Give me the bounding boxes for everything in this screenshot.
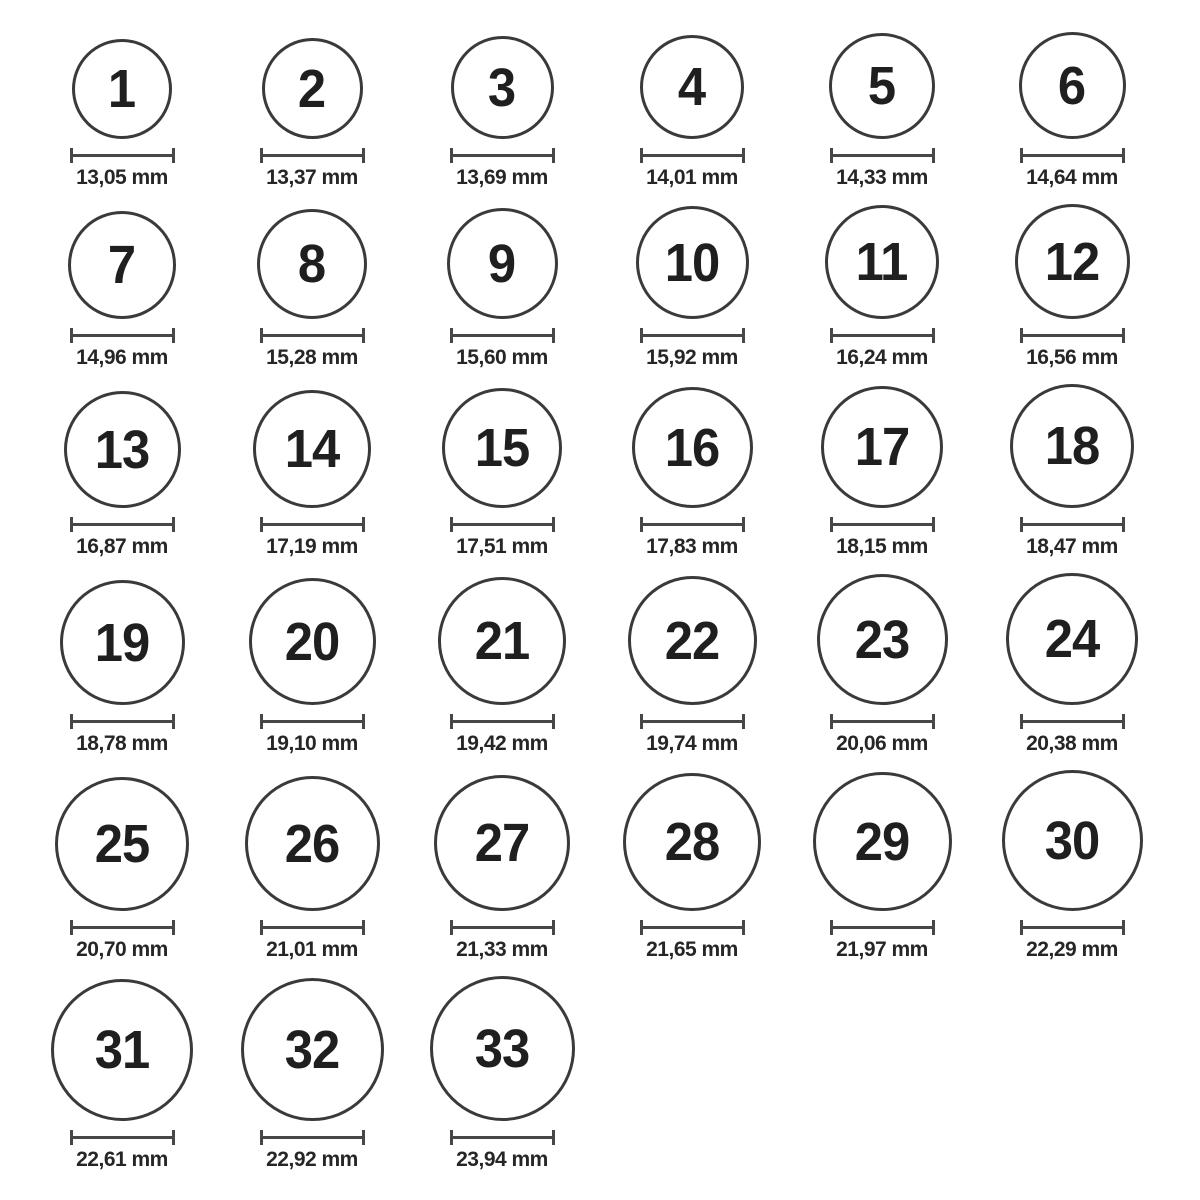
diameter-label: 18,47 mm	[1026, 535, 1118, 558]
measure-bar	[833, 926, 932, 929]
diameter-label: 19,10 mm	[266, 732, 358, 755]
measure-right-tick	[1122, 714, 1125, 729]
diameter-measure-line	[260, 517, 365, 532]
ring-circle	[60, 580, 185, 705]
ring-size-number: 6	[1058, 55, 1086, 116]
measure-right-tick	[1122, 148, 1125, 163]
diameter-measure-line	[830, 714, 935, 729]
measure-right-tick	[932, 148, 935, 163]
measure-right-tick	[552, 517, 555, 532]
measure-right-tick	[362, 714, 365, 729]
diameter-measure-line	[70, 517, 175, 532]
measure-right-tick	[552, 920, 555, 935]
measure-right-tick	[742, 328, 745, 343]
ring-circle	[829, 33, 935, 139]
ring-size-number: 17	[854, 417, 910, 477]
measure-bar	[1023, 523, 1122, 526]
ring-circle	[72, 39, 172, 139]
chart-row	[27, 384, 1176, 559]
ring-circle	[257, 209, 367, 319]
diameter-measure-line	[260, 920, 365, 935]
ring-size-item	[407, 976, 597, 1172]
ring-size-item	[217, 976, 407, 1172]
diameter-measure-line	[260, 328, 365, 343]
diameter-measure-line	[260, 148, 365, 163]
measure-bar	[263, 1136, 362, 1139]
measure-bar	[453, 334, 552, 337]
measure-bar	[833, 154, 932, 157]
ring-size-item	[27, 770, 217, 962]
measure-right-tick	[172, 328, 175, 343]
ring-circle	[1010, 384, 1134, 508]
measure-right-tick	[172, 517, 175, 532]
chart-row	[27, 32, 1176, 190]
measure-bar	[263, 720, 362, 723]
ring-circle	[628, 576, 757, 705]
diameter-measure-line	[260, 714, 365, 729]
ring-size-item	[407, 32, 597, 190]
measure-right-tick	[362, 517, 365, 532]
ring-circle	[262, 38, 363, 139]
measure-right-tick	[932, 714, 935, 729]
ring-circle	[245, 776, 380, 911]
ring-size-item	[787, 204, 977, 370]
ring-size-item	[27, 32, 217, 190]
measure-bar	[833, 720, 932, 723]
ring-size-item	[217, 204, 407, 370]
diameter-label: 15,60 mm	[456, 346, 548, 369]
diameter-label: 16,56 mm	[1026, 346, 1118, 369]
ring-size-item	[27, 976, 217, 1172]
ring-circle	[249, 578, 376, 705]
measure-right-tick	[932, 328, 935, 343]
diameter-measure-line	[70, 1130, 175, 1145]
measure-bar	[643, 926, 742, 929]
diameter-label: 22,61 mm	[76, 1148, 168, 1171]
measure-right-tick	[742, 920, 745, 935]
ring-circle	[636, 206, 749, 319]
measure-right-tick	[742, 517, 745, 532]
ring-size-item	[27, 204, 217, 370]
ring-circle	[447, 208, 558, 319]
measure-bar	[833, 334, 932, 337]
ring-size-item	[217, 384, 407, 559]
ring-size-number: 9	[488, 233, 516, 294]
diameter-label: 21,33 mm	[456, 938, 548, 961]
ring-circle	[813, 772, 952, 911]
diameter-label: 22,29 mm	[1026, 938, 1118, 961]
ring-circle	[623, 773, 761, 911]
measure-right-tick	[552, 714, 555, 729]
ring-size-item	[597, 204, 787, 370]
ring-size-number: 5	[868, 56, 896, 116]
measure-bar	[1023, 334, 1122, 337]
ring-size-number: 4	[678, 57, 706, 117]
diameter-label: 17,83 mm	[646, 535, 738, 558]
ring-size-number: 31	[94, 1020, 150, 1080]
diameter-label: 20,06 mm	[836, 732, 928, 755]
diameter-label: 14,01 mm	[646, 166, 738, 189]
measure-right-tick	[1122, 517, 1125, 532]
diameter-measure-line	[450, 714, 555, 729]
measure-bar	[263, 154, 362, 157]
diameter-label: 21,01 mm	[266, 938, 358, 961]
diameter-measure-line	[1020, 328, 1125, 343]
ring-size-item	[977, 384, 1167, 559]
measure-bar	[73, 154, 172, 157]
diameter-measure-line	[1020, 714, 1125, 729]
ring-size-number: 14	[284, 419, 340, 479]
ring-circle	[55, 777, 189, 911]
diameter-label: 23,94 mm	[456, 1148, 548, 1171]
measure-right-tick	[362, 148, 365, 163]
diameter-measure-line	[70, 328, 175, 343]
ring-circle	[451, 36, 554, 139]
diameter-measure-line	[1020, 920, 1125, 935]
measure-right-tick	[362, 328, 365, 343]
ring-circle	[632, 387, 753, 508]
diameter-label: 15,28 mm	[266, 346, 358, 369]
measure-bar	[73, 926, 172, 929]
ring-circle	[1015, 204, 1130, 319]
measure-bar	[643, 720, 742, 723]
ring-size-number: 20	[284, 611, 340, 672]
measure-bar	[73, 523, 172, 526]
ring-size-number: 30	[1044, 810, 1100, 871]
measure-right-tick	[552, 1130, 555, 1145]
ring-circle	[1019, 32, 1126, 139]
diameter-measure-line	[640, 920, 745, 935]
ring-size-item	[787, 384, 977, 559]
ring-size-item	[407, 204, 597, 370]
diameter-measure-line	[640, 517, 745, 532]
measure-right-tick	[932, 920, 935, 935]
diameter-measure-line	[1020, 517, 1125, 532]
ring-size-item	[27, 384, 217, 559]
chart-row	[27, 573, 1176, 756]
measure-bar	[453, 523, 552, 526]
ring-size-number: 32	[284, 1019, 340, 1080]
measure-right-tick	[932, 517, 935, 532]
diameter-measure-line	[450, 920, 555, 935]
ring-size-item	[787, 770, 977, 962]
diameter-measure-line	[450, 328, 555, 343]
ring-circle	[253, 390, 371, 508]
ring-circle	[438, 577, 566, 705]
ring-size-item	[407, 384, 597, 559]
ring-size-item	[597, 384, 787, 559]
ring-size-item	[217, 573, 407, 756]
ring-circle	[442, 388, 562, 508]
diameter-measure-line	[830, 920, 935, 935]
diameter-label: 22,92 mm	[266, 1148, 358, 1171]
ring-circle	[68, 211, 176, 319]
measure-bar	[643, 334, 742, 337]
ring-size-number: 15	[474, 418, 530, 478]
ring-size-item	[787, 573, 977, 756]
measure-right-tick	[742, 148, 745, 163]
diameter-measure-line	[70, 714, 175, 729]
ring-circle	[825, 205, 939, 319]
ring-size-number: 21	[474, 611, 530, 671]
diameter-label: 17,51 mm	[456, 535, 548, 558]
ring-size-number: 7	[108, 235, 136, 295]
ring-size-number: 24	[1044, 609, 1100, 669]
ring-size-number: 1	[108, 59, 136, 119]
ring-size-item	[787, 32, 977, 190]
diameter-measure-line	[70, 920, 175, 935]
measure-right-tick	[552, 328, 555, 343]
ring-circle	[430, 976, 575, 1121]
ring-size-item	[597, 770, 787, 962]
ring-size-item	[217, 32, 407, 190]
ring-size-item	[27, 573, 217, 756]
diameter-measure-line	[450, 517, 555, 532]
diameter-measure-line	[1020, 148, 1125, 163]
ring-size-number: 11	[856, 232, 908, 292]
diameter-measure-line	[450, 148, 555, 163]
ring-size-item	[597, 32, 787, 190]
diameter-label: 14,64 mm	[1026, 166, 1118, 189]
diameter-measure-line	[260, 1130, 365, 1145]
ring-size-number: 33	[474, 1018, 530, 1079]
diameter-label: 17,19 mm	[266, 535, 358, 558]
ring-size-number: 19	[94, 612, 150, 673]
ring-size-number: 18	[1044, 416, 1100, 476]
ring-size-item	[407, 573, 597, 756]
ring-size-number: 29	[854, 811, 910, 872]
diameter-label: 14,33 mm	[836, 166, 928, 189]
ring-size-number: 26	[284, 813, 340, 874]
measure-right-tick	[552, 148, 555, 163]
measure-bar	[1023, 154, 1122, 157]
ring-size-item	[977, 770, 1167, 962]
ring-circle	[821, 386, 943, 508]
ring-size-item	[977, 204, 1167, 370]
measure-right-tick	[1122, 920, 1125, 935]
measure-bar	[73, 720, 172, 723]
measure-bar	[73, 1136, 172, 1139]
measure-bar	[1023, 926, 1122, 929]
diameter-measure-line	[640, 714, 745, 729]
diameter-measure-line	[830, 517, 935, 532]
ring-circle	[1006, 573, 1138, 705]
diameter-label: 14,96 mm	[76, 346, 168, 369]
measure-bar	[453, 1136, 552, 1139]
diameter-label: 20,38 mm	[1026, 732, 1118, 755]
measure-bar	[263, 523, 362, 526]
diameter-label: 16,87 mm	[76, 535, 168, 558]
ring-circle	[640, 35, 744, 139]
diameter-measure-line	[70, 148, 175, 163]
diameter-measure-line	[640, 328, 745, 343]
measure-bar	[1023, 720, 1122, 723]
diameter-label: 16,24 mm	[836, 346, 928, 369]
ring-circle	[64, 391, 181, 508]
measure-right-tick	[362, 1130, 365, 1145]
ring-circle	[51, 979, 193, 1121]
diameter-label: 18,15 mm	[836, 535, 928, 558]
ring-size-number: 23	[854, 609, 910, 670]
measure-right-tick	[1122, 328, 1125, 343]
diameter-measure-line	[450, 1130, 555, 1145]
measure-bar	[833, 523, 932, 526]
measure-right-tick	[172, 1130, 175, 1145]
ring-size-number: 13	[94, 419, 150, 480]
measure-bar	[643, 154, 742, 157]
measure-bar	[263, 926, 362, 929]
ring-size-item	[977, 573, 1167, 756]
measure-right-tick	[172, 148, 175, 163]
ring-size-number: 12	[1044, 231, 1100, 292]
ring-circle	[1002, 770, 1143, 911]
diameter-measure-line	[830, 148, 935, 163]
ring-circle	[241, 978, 384, 1121]
chart-row	[27, 976, 1176, 1172]
measure-bar	[453, 154, 552, 157]
ring-circle	[817, 574, 948, 705]
chart-row	[27, 204, 1176, 370]
measure-right-tick	[172, 714, 175, 729]
diameter-label: 18,78 mm	[76, 732, 168, 755]
diameter-label: 21,65 mm	[646, 938, 738, 961]
diameter-label: 13,05 mm	[76, 166, 168, 189]
ring-size-item	[977, 32, 1167, 190]
ring-size-item	[407, 770, 597, 962]
ring-size-item	[217, 770, 407, 962]
measure-right-tick	[362, 920, 365, 935]
measure-right-tick	[172, 920, 175, 935]
ring-size-number: 10	[664, 232, 720, 293]
diameter-label: 13,37 mm	[266, 166, 358, 189]
ring-size-number: 25	[94, 814, 150, 874]
measure-bar	[73, 334, 172, 337]
measure-bar	[263, 334, 362, 337]
diameter-label: 13,69 mm	[456, 166, 548, 189]
ring-size-number: 3	[488, 57, 516, 118]
diameter-label: 20,70 mm	[76, 938, 168, 961]
diameter-label: 15,92 mm	[646, 346, 738, 369]
ring-circle	[434, 775, 570, 911]
ring-size-number: 22	[664, 610, 720, 671]
diameter-label: 19,74 mm	[646, 732, 738, 755]
diameter-measure-line	[830, 328, 935, 343]
chart-row	[27, 770, 1176, 962]
ring-size-number: 28	[664, 812, 720, 872]
diameter-label: 19,42 mm	[456, 732, 548, 755]
diameter-label: 21,97 mm	[836, 938, 928, 961]
diameter-measure-line	[640, 148, 745, 163]
ring-size-item	[597, 573, 787, 756]
measure-right-tick	[742, 714, 745, 729]
ring-size-number: 8	[298, 234, 326, 294]
ring-size-number: 27	[474, 813, 530, 873]
measure-bar	[453, 720, 552, 723]
measure-bar	[453, 926, 552, 929]
ring-size-number: 2	[298, 58, 326, 119]
measure-bar	[643, 523, 742, 526]
ring-size-number: 16	[664, 417, 720, 478]
